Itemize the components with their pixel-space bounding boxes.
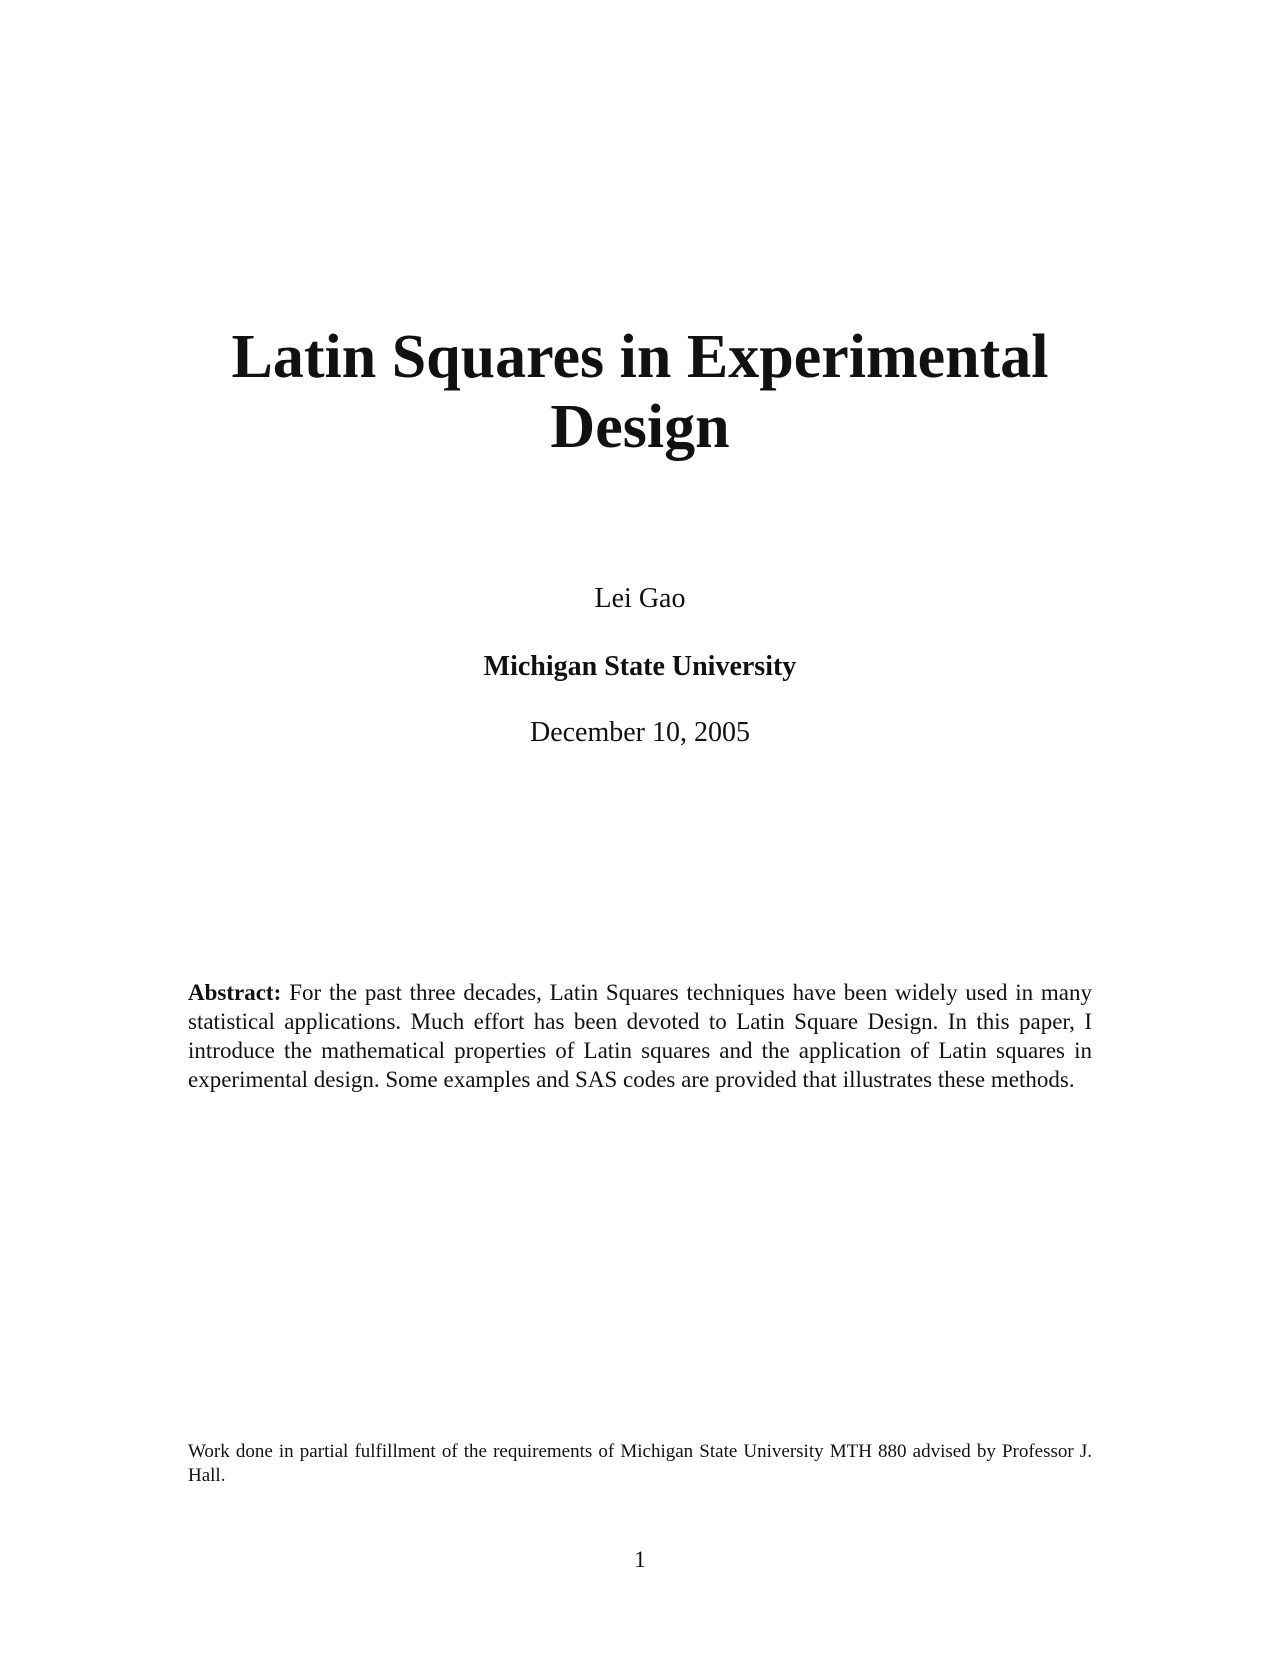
abstract-label: Abstract: — [188, 980, 282, 1005]
author-affiliation: Michigan State University — [483, 651, 797, 682]
footnote: Work done in partial fulfillment of the requirements of Michigan State University MTH 880 advised by Professor J. Hall. — [188, 1441, 1092, 1486]
author-name: Lei Gao — [594, 583, 686, 614]
abstract-text: For the past three decades, Latin Squares techniques have been widely used in many statistical applications. Much effort has been devoted to Latin Square Design. In this paper, I introduce the mathematical properties of Latin squares and the application of Latin squares in experimental design. Some examples and SAS codes are provided that illustrates these methods. — [188, 980, 1092, 1092]
abstract — [188, 978, 1092, 1094]
paper-title: Latin Squares in Experimental Design — [231, 323, 1049, 461]
page-number: 1 — [634, 1547, 646, 1572]
publication-date: December 10, 2005 — [529, 717, 751, 748]
